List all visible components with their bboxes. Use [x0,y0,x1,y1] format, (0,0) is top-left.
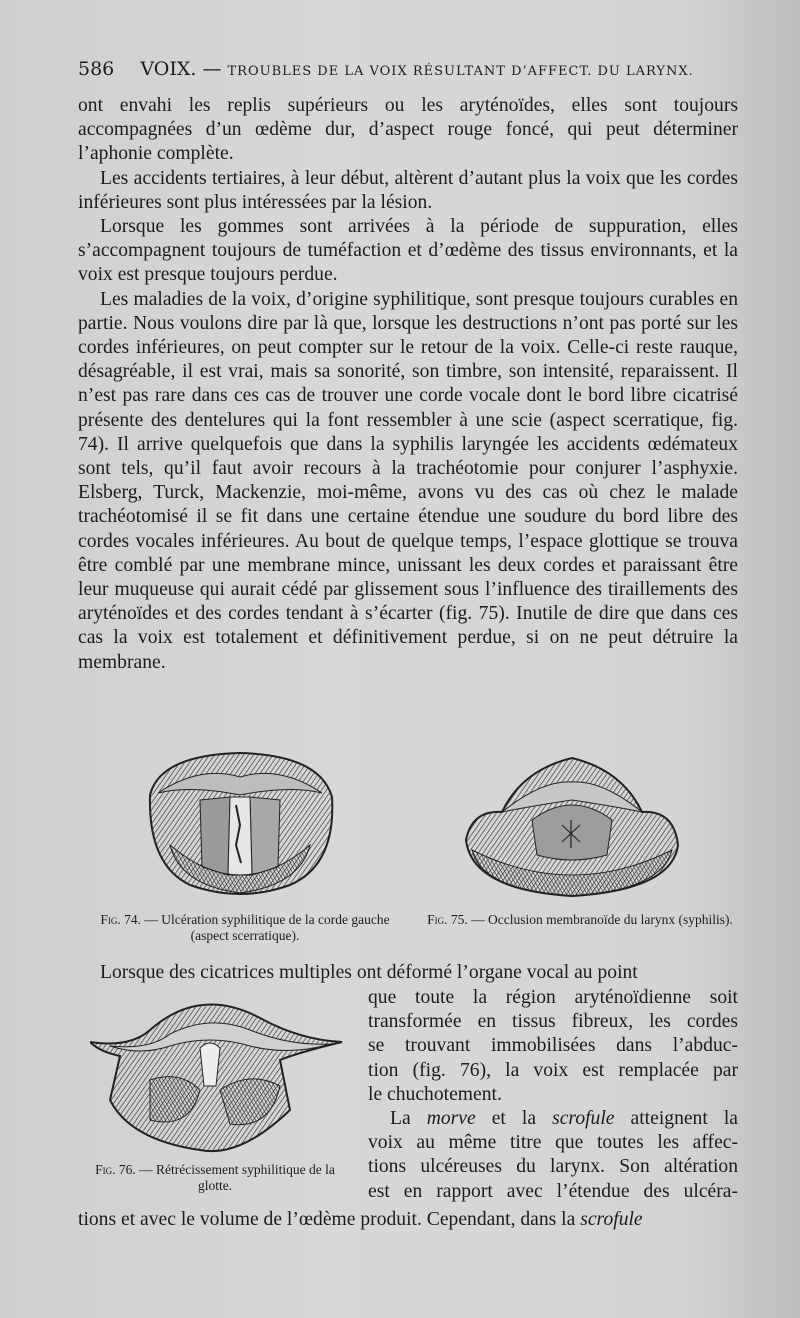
line-segment: atteignent la [614,1108,738,1130]
caption-text: — Rétrécissement syphilitique de la glotte. [139,1162,335,1193]
final-line-text: tions et avec le volume de l’œdème produit. Cependant, dans la [78,1209,576,1230]
figure-74-caption [90,912,400,944]
text-line [368,1155,738,1179]
wrapped-text-column [368,986,738,1204]
italic-term: morve [426,1108,476,1130]
wrapped-paragraph [368,986,738,1107]
text-line [368,1034,738,1058]
line-segment: tions ulcéreuses du larynx. Son altération [368,1156,738,1178]
text-line [368,1107,738,1131]
body-text-upper [78,94,738,675]
line-segment: que toute la région aryténoïdienne soit [368,987,738,1008]
header-dash: — [202,58,222,80]
line-segment: le chuchotement. [368,1083,502,1105]
text-line [368,1180,738,1204]
figure-label: Fig. 74. [100,912,142,927]
page-number: 586 [78,58,115,80]
figure-75-caption [425,912,735,928]
paragraph: Lorsque les gommes sont arrivées à la période de suppuration, elles s’accompagnent toujours de tuméfaction et d’œdème des tissus environnants, et la voix est presque toujours perdue. [78,216,738,286]
caption-text: — Occlusion membranoïde du larynx (syphilis). [471,912,733,927]
final-line-italic: scrofule [580,1209,643,1230]
line-segment: transformée en tissus fibreux, les cordes [368,1011,738,1033]
line-segment: est en rapport avec l’étendue des ulcéra- [368,1180,738,1202]
text-line [368,1010,738,1034]
paragraph: Les accidents tertiaires, à leur début, altèrent d’autant plus la voix que les cordes inférieures sont plus intéressées par la lésion. [78,167,738,213]
text-line [368,986,738,1010]
figure-75-engraving [462,750,682,900]
running-head [78,58,738,86]
line-segment: tion (fig. 76), la voix est remplacée par [368,1059,738,1081]
italic-term: scrofule [552,1108,615,1130]
line-segment: voix au même titre que toutes les affec- [368,1132,738,1154]
figure-label: Fig. 75. [427,912,468,927]
paragraph: ont envahi les replis supérieurs ou les aryténoïdes, elles sont toujours accompagnées d’un œdème dur, d’aspect rouge foncé, qui peut déterminer l’aphonie complète. [78,95,738,165]
body-text-lower [78,961,738,985]
wrapped-paragraph [368,1107,738,1204]
running-title: TROUBLES DE LA VOIX RÉSULTANT D’AFFECT. DU LARYNX. [227,64,694,79]
figure-76-engraving [90,990,345,1155]
caption-text: — Ulcération syphilitique de la corde gauche (aspect scerratique). [144,912,390,943]
figure-76-caption [80,1162,350,1194]
figure-74-engraving [140,735,340,905]
line-segment: se trouvant immobilisées dans l’abduc- [368,1035,738,1057]
line-segment: et la [475,1108,553,1130]
figure-label: Fig. 76. [95,1162,136,1177]
text-line [368,1083,738,1107]
paragraph-intro: Lorsque des cicatrices multiples ont déformé l’organe vocal au point [100,962,638,983]
section-name: VOIX. [140,58,197,80]
final-line [78,1208,738,1232]
line-segment: La [390,1108,427,1130]
paragraph: Les maladies de la voix, d’origine syphilitique, sont presque toujours curables en partie. Nous voulons dire par là que, lorsque les destructions n’ont pas porté sur les cordes inférieures, on peut compter sur le retour de la voix. Celle-ci reste rauque, désagréable, il est vrai, mais sa sonorité, son timbre, son intensité, reparaissent. Il n’est pas rare dans ces cas de trouver une corde vocale dont le bord libre cicatrisé présente des dentelures qui la font ressembler à une scie (aspect scerratique, fig. 74). Il arrive quelquefois que dans la syphilis laryngée les accidents œdémateux sont tels, qu’il faut avoir recours à la trachéotomie pour conjurer l’asphyxie. Elsberg, Turck, Mackenzie, moi-même, avons vu des cas où chez le malade trachéotomisé il se fit dans une certaine étendue une soudure du bord libre des cordes vocales inférieures. Au bout de quelque temps, l’espace glottique se trouva être comblé par une membrane mince, unissant les deux cordes et paraissant être leur muqueuse qui aurait cédé par glissement sous l’influence des tiraillements des aryténoïdes et des cordes tendant à s’écarter (fig. 75). Inutile de dire que dans ces cas la voix est totalement et définitivement perdue, si on ne peut détruire la membrane. [78,288,738,673]
text-line [368,1131,738,1155]
text-line [368,1059,738,1083]
